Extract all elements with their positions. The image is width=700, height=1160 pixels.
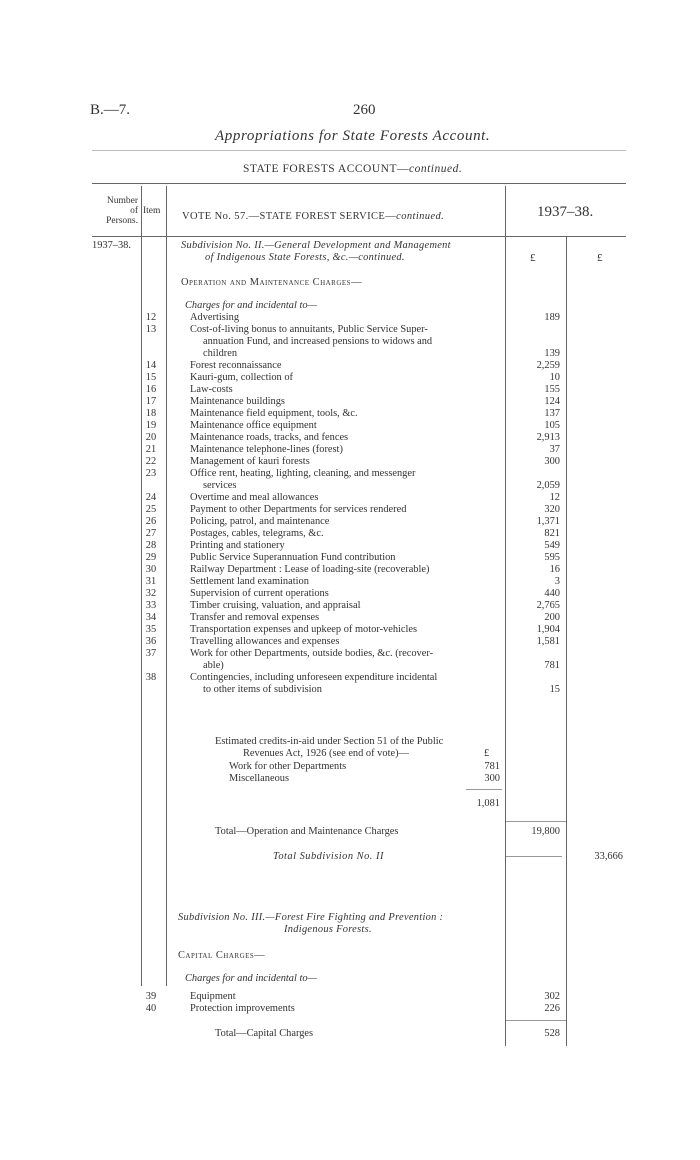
subheading-text: STATE FORESTS ACCOUNT— <box>243 163 409 175</box>
item-number: 31 <box>145 576 157 587</box>
item-description: Travelling allowances and expenses <box>190 636 340 647</box>
item-number: 34 <box>145 612 157 623</box>
item-description: Maintenance buildings <box>190 396 285 407</box>
item-amount: 595 <box>544 552 560 563</box>
item-description: Printing and stationery <box>190 540 285 551</box>
item-description: Overtime and meal allowances <box>190 492 319 503</box>
item-description: Railway Department : Lease of loading-site (recoverable) <box>190 564 430 575</box>
table-row <box>0 384 700 396</box>
table-row <box>0 468 700 480</box>
credits-currency: £ <box>484 748 490 759</box>
table-row <box>0 444 700 456</box>
item-amount: 12 <box>549 492 560 503</box>
table-row <box>0 528 700 540</box>
item-description: Payment to other Departments for services rendered <box>190 504 407 515</box>
credit-work-label: Work for other Departments <box>229 761 347 772</box>
item-amount: 302 <box>544 991 560 1002</box>
item-description: Postages, cables, telegrams, &c. <box>190 528 324 539</box>
subdivision-iii-title-line1: Subdivision No. III.—Forest Fire Fighting and Prevention : <box>178 912 444 923</box>
currency-col2: £ <box>597 252 603 264</box>
subheading-continued: continued. <box>409 163 463 175</box>
item-number: 22 <box>145 456 157 467</box>
table-row <box>0 516 700 528</box>
item-amount: 189 <box>544 312 560 323</box>
item-number: 18 <box>145 408 157 419</box>
item-description: Maintenance roads, tracks, and fences <box>190 432 349 443</box>
document-reference: B.—7. <box>90 102 131 118</box>
table-row <box>0 612 700 624</box>
table-row <box>0 420 700 432</box>
list-item <box>0 1003 700 1015</box>
table-row <box>0 348 700 360</box>
item-description: Settlement land examination <box>190 576 309 587</box>
item-amount: 300 <box>544 456 560 467</box>
persons-header-line3: Persons. <box>106 216 138 226</box>
item-number: 15 <box>145 372 157 383</box>
item-amount: 549 <box>544 540 560 551</box>
item-amount: 2,059 <box>536 480 560 491</box>
table-row <box>0 624 700 636</box>
item-description: services <box>203 480 237 491</box>
table-row <box>0 588 700 600</box>
item-amount: 105 <box>544 420 560 431</box>
table-row <box>0 540 700 552</box>
item-amount: 1,581 <box>536 636 560 647</box>
item-number: 38 <box>145 672 157 683</box>
item-number: 12 <box>145 312 157 323</box>
table-row <box>0 600 700 612</box>
item-amount: 124 <box>544 396 560 407</box>
item-amount: 15 <box>549 684 560 695</box>
item-description: Policing, patrol, and maintenance <box>190 516 330 527</box>
item-amount: 2,913 <box>536 432 560 443</box>
item-amount: 155 <box>544 384 560 395</box>
item-number: 21 <box>145 444 157 455</box>
item-description: Equipment <box>190 991 236 1002</box>
item-description: Cost-of-living bonus to annuitants, Public Service Super- <box>190 324 428 335</box>
table-row <box>0 648 700 660</box>
item-description: Contingencies, including unforeseen expenditure incidental <box>190 672 438 683</box>
om-total-amount: 19,800 <box>531 826 560 837</box>
subdivision-ii-title-line2: of Indigenous State Forests, &c.—continued. <box>205 252 405 263</box>
item-number: 25 <box>145 504 157 515</box>
item-amount: 2,259 <box>536 360 560 371</box>
item-description: Supervision of current operations <box>190 588 329 599</box>
credit-work-amount: 781 <box>484 761 500 772</box>
capital-total-rule <box>506 1020 566 1021</box>
item-number: 32 <box>145 588 157 599</box>
item-description: Maintenance field equipment, tools, &c. <box>190 408 358 419</box>
item-description: Advertising <box>190 312 240 323</box>
persons-header <box>92 196 138 226</box>
table-row <box>0 432 700 444</box>
table-row <box>0 552 700 564</box>
item-amount: 320 <box>544 504 560 515</box>
persons-header-line1: Number <box>106 196 138 206</box>
item-description: Kauri-gum, collection of <box>190 372 294 383</box>
operation-charges-heading: Operation and Maintenance Charges— <box>181 277 362 288</box>
item-number: 23 <box>145 468 157 479</box>
item-number: 13 <box>145 324 157 335</box>
table-row <box>0 564 700 576</box>
vote-title-text: VOTE No. 57.—STATE FOREST SERVICE— <box>182 211 397 222</box>
item-amount: 1,371 <box>536 516 560 527</box>
item-description: Protection improvements <box>190 1003 295 1014</box>
capital-total-label: Total—Capital Charges <box>215 1028 314 1039</box>
item-amount: 3 <box>554 576 560 587</box>
table-row <box>0 336 700 348</box>
capital-charges-intro: Charges for and incidental to— <box>185 973 317 984</box>
table-row <box>0 480 700 492</box>
table-row <box>0 408 700 420</box>
item-description: Forest reconnaissance <box>190 360 282 371</box>
currency-col1: £ <box>530 252 536 264</box>
subdivision-ii-total-amount: 33,666 <box>594 851 623 862</box>
item-description: Transportation expenses and upkeep of motor-vehicles <box>190 624 418 635</box>
item-description: Public Service Superannuation Fund contribution <box>190 552 396 563</box>
item-number: 33 <box>145 600 157 611</box>
item-amount: 1,904 <box>536 624 560 635</box>
subdivision-iii-title-line2: Indigenous Forests. <box>284 924 372 935</box>
item-description: Office rent, heating, lighting, cleaning, and messenger <box>190 468 416 479</box>
item-amount: 781 <box>544 660 560 671</box>
om-total-label: Total—Operation and Maintenance Charges <box>215 826 399 837</box>
table-row <box>0 636 700 648</box>
item-description: able) <box>203 660 224 671</box>
item-amount: 37 <box>549 444 560 455</box>
persons-header-line2: of <box>130 206 138 216</box>
subdivision-ii-title-line1: Subdivision No. II.—General Development and Management <box>181 240 451 251</box>
item-number: 29 <box>145 552 157 563</box>
table-row <box>0 372 700 384</box>
item-amount: 2,765 <box>536 600 560 611</box>
credit-misc-label: Miscellaneous <box>229 773 290 784</box>
capital-total-amount: 528 <box>544 1028 560 1039</box>
item-description: Maintenance telephone-lines (forest) <box>190 444 343 455</box>
item-number: 27 <box>145 528 157 539</box>
item-amount: 139 <box>544 348 560 359</box>
column-header-rule <box>92 236 626 237</box>
table-row <box>0 576 700 588</box>
item-number: 16 <box>145 384 157 395</box>
item-number: 40 <box>145 1003 157 1014</box>
table-row <box>0 324 700 336</box>
item-number: 24 <box>145 492 157 503</box>
vote-title-continued: continued. <box>396 211 445 222</box>
section-subheading <box>243 163 462 175</box>
item-description: Law-costs <box>190 384 233 395</box>
item-description: Management of kauri forests <box>190 456 310 467</box>
item-amount: 200 <box>544 612 560 623</box>
page-heading: Appropriations for State Forests Account. <box>215 128 491 144</box>
credits-line1: Estimated credits-in-aid under Section 51 of the Public <box>215 736 444 747</box>
list-item <box>0 991 700 1003</box>
persons-year: 1937–38. <box>92 240 131 251</box>
item-description: Maintenance office equipment <box>190 420 317 431</box>
item-amount: 10 <box>549 372 560 383</box>
charges-intro: Charges for and incidental to— <box>185 300 317 311</box>
credits-total: 1,081 <box>476 798 500 809</box>
item-number: 37 <box>145 648 157 659</box>
table-row <box>0 492 700 504</box>
item-number: 30 <box>145 564 157 575</box>
credit-misc-amount: 300 <box>484 773 500 784</box>
item-number: 36 <box>145 636 157 647</box>
vote-title <box>182 211 444 222</box>
table-row <box>0 360 700 372</box>
item-number: 35 <box>145 624 157 635</box>
item-description: annuation Fund, and increased pensions to widows and <box>203 336 433 347</box>
year-header: 1937–38. <box>537 204 594 220</box>
item-amount: 821 <box>544 528 560 539</box>
item-description: Timber cruising, valuation, and appraisal <box>190 600 361 611</box>
item-header: Item <box>143 206 161 216</box>
item-amount: 137 <box>544 408 560 419</box>
table-row <box>0 456 700 468</box>
item-number: 20 <box>145 432 157 443</box>
item-description: Transfer and removal expenses <box>190 612 320 623</box>
om-total-rule <box>506 821 566 822</box>
item-number: 26 <box>145 516 157 527</box>
item-amount: 226 <box>544 1003 560 1014</box>
item-number: 14 <box>145 360 157 371</box>
table-row <box>0 504 700 516</box>
table-row <box>0 660 700 672</box>
page-number: 260 <box>353 102 376 118</box>
item-description: Work for other Departments, outside bodies, &c. (recover- <box>190 648 434 659</box>
table-row <box>0 672 700 684</box>
item-number: 28 <box>145 540 157 551</box>
subdivision-ii-total-label: Total Subdivision No. II <box>273 851 384 862</box>
credits-rule <box>466 789 502 790</box>
table-top-rule <box>92 183 626 184</box>
table-row <box>0 312 700 324</box>
item-description: to other items of subdivision <box>203 684 322 695</box>
item-number: 39 <box>145 991 157 1002</box>
table-row <box>0 396 700 408</box>
capital-charges-heading: Capital Charges— <box>178 950 266 961</box>
item-number: 17 <box>145 396 157 407</box>
item-amount: 440 <box>544 588 560 599</box>
table-row <box>0 684 700 696</box>
subdivision-total-rule <box>506 856 562 857</box>
item-amount: 16 <box>549 564 560 575</box>
item-description: children <box>203 348 238 359</box>
item-number: 19 <box>145 420 157 431</box>
credits-line2: Revenues Act, 1926 (see end of vote)— <box>243 748 409 759</box>
header-rule <box>92 150 626 151</box>
